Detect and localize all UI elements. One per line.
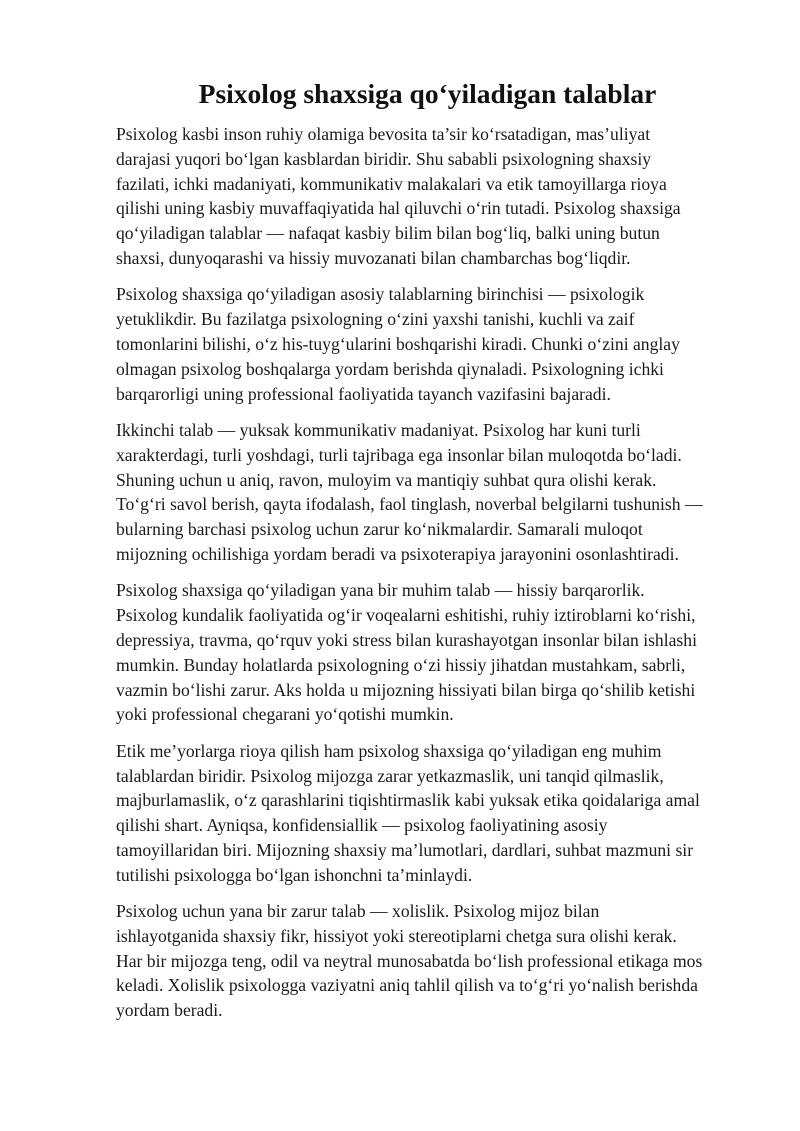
paragraph-6 — [116, 899, 756, 1023]
text-line: mijozning ochilishiga yordam beradi va psixoterapiya jarayonini osonlashtiradi. — [116, 543, 679, 564]
document-body — [116, 122, 756, 1035]
text-line: Psixolog uchun yana bir zarur talab — xolislik. Psixolog mijoz bilan — [116, 901, 600, 922]
text-line: qo‘yiladigan talablar — nafaqat kasbiy bilim bilan bog‘liq, balki uning butun — [116, 223, 660, 244]
document-title: Psixolog shaxsiga qo‘yiladigan talablar — [198, 78, 657, 109]
text-line: Ikkinchi talab — yuksak kommunikativ madaniyat. Psixolog har kuni turli — [116, 419, 641, 440]
text-line: To‘g‘ri savol berish, qayta ifodalash, faol tinglash, noverbal belgilarni tushunish — — [116, 494, 703, 515]
text-line: yoki professional chegarani yo‘qotishi mumkin. — [116, 704, 454, 725]
text-line: ishlayotganida shaxsiy fikr, hissiyot yoki stereotiplarni chetga sura olishi kerak. — [116, 925, 677, 946]
text-line: Shuning uchun u aniq, ravon, muloyim va mantiqiy suhbat qura olishi kerak. — [116, 469, 657, 490]
text-line: qilishi uning kasbiy muvaffaqiyatida hal qiluvchi o‘rin tutadi. Psixolog shaxsiga — [116, 198, 681, 219]
text-line: darajasi yuqori bo‘lgan kasblardan biridir. Shu sababli psixologning shaxsiy — [116, 148, 652, 169]
text-line: majburlamaslik, o‘z qarashlarini tiqishtirmaslik kabi yuksak etika qoidalariga amal — [116, 790, 700, 811]
text-line: Etik me’yorlarga rioya qilish ham psixolog shaxsiga qo‘yiladigan eng muhim — [116, 740, 662, 761]
text-line: keladi. Xolislik psixologga vaziyatni aniq tahlil qilish va to‘g‘ri yo‘nalish berishda — [116, 975, 698, 996]
text-line: tutilishi psixologga bo‘lgan ishonchni ta’minlaydi. — [116, 864, 473, 885]
text-line: yetuklikdir. Bu fazilatga psixologning o‘zini yaxshi tanishi, kuchli va zaif — [116, 309, 635, 330]
text-line: Psixolog shaxsiga qo‘yiladigan asosiy talablarning birinchisi — psixologik — [116, 284, 645, 305]
text-line: shaxsi, dunyoqarashi va hissiy muvozanati bilan chambarchas bog‘liqdir. — [116, 247, 631, 268]
paragraph-3 — [116, 418, 756, 567]
paragraph-2 — [116, 282, 756, 406]
text-line: qilishi shart. Ayniqsa, konfidensiallik — psixolog faoliyatining asosiy — [116, 815, 608, 836]
text-line: Psixolog kasbi inson ruhiy olamiga bevosita ta’sir ko‘rsatadigan, mas’uliyat — [116, 124, 651, 144]
text-line: vazmin bo‘lishi zarur. Aks holda u mijozning hissiyati bilan birga qo‘shilib ketishi — [116, 679, 696, 700]
text-line: xarakterdagi, turli yoshdagi, turli tajribaga ega insonlar bilan muloqotda bo‘ladi. — [116, 444, 682, 465]
paragraph-4 — [116, 578, 756, 727]
text-line: Har bir mijozga teng, odil va neytral munosabatda bo‘lish professional etikaga mos — [116, 950, 703, 971]
paragraph-5 — [116, 739, 756, 888]
text-line: olmagan psixolog boshqalarga yordam berishda qiynaladi. Psixologning ichki — [116, 358, 664, 379]
text-line: Psixolog kundalik faoliyatida og‘ir voqealarni eshitishi, ruhiy iztiroblarni ko‘rishi, — [116, 605, 696, 626]
text-line: bularning barchasi psixolog uchun zarur ko‘nikmalardir. Samarali muloqot — [116, 519, 643, 540]
text-line: tomonlarini bilishi, o‘z his-tuyg‘ularini boshqarishi kiradi. Chunki o‘zini anglay — [116, 333, 680, 354]
text-line: talablardan biridir. Psixolog mijozga zarar yetkazmaslik, uni tanqid qilmaslik, — [116, 765, 664, 786]
text-line: tamoyillaridan biri. Mijozning shaxsiy ma’lumotlari, dardlari, suhbat mazmuni sir — [116, 839, 694, 860]
paragraph-1 — [116, 122, 756, 271]
text-line: barqarorligi uning professional faoliyatida tayanch vazifasini bajaradi. — [116, 383, 611, 404]
text-line: Psixolog shaxsiga qo‘yiladigan yana bir muhim talab — hissiy barqarorlik. — [116, 580, 645, 601]
text-line: yordam beradi. — [116, 1000, 223, 1021]
text-line: mumkin. Bunday holatlarda psixologning o‘zi hissiy jihatdan mustahkam, sabrli, — [116, 654, 686, 675]
text-line: fazilati, ichki madaniyati, kommunikativ malakalari va etik tamoyillarga rioya — [116, 173, 667, 194]
text-line: depressiya, travma, qo‘rquv yoki stress bilan kurashayotgan insonlar bilan ishlashi — [116, 629, 697, 650]
